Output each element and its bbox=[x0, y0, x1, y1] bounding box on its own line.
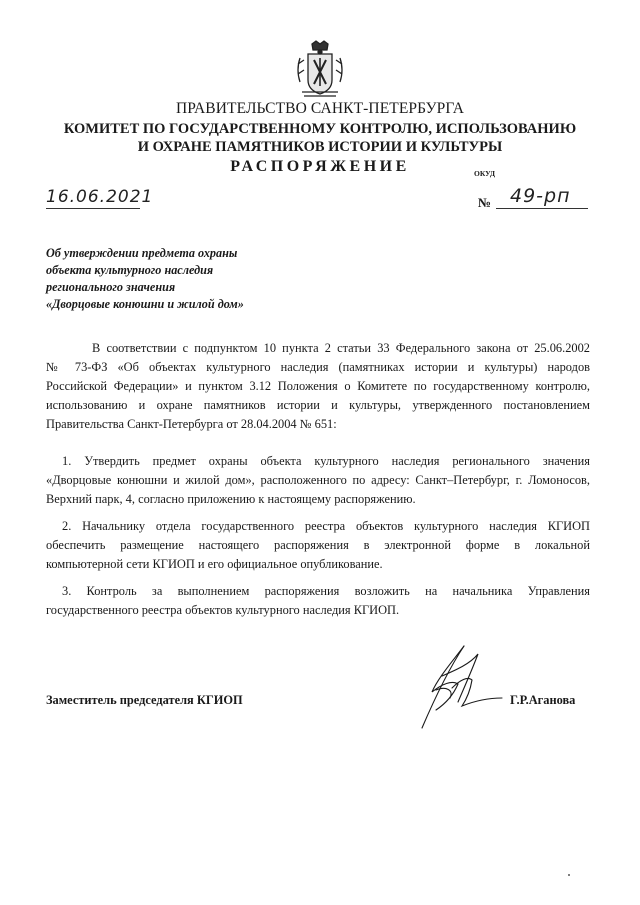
signatory-title: Заместитель председателя КГИОП bbox=[46, 693, 243, 707]
item-3-paragraph bbox=[46, 582, 590, 620]
page-mark bbox=[568, 874, 570, 876]
committee-name-line1: КОМИТЕТ ПО ГОСУДАРСТВЕННОМУ КОНТРОЛЮ, ИСПОЛЬЗОВАНИЮ bbox=[63, 121, 577, 137]
committee-name-line2: И ОХРАНЕ ПАМЯТНИКОВ ИСТОРИИ И КУЛЬТУРЫ bbox=[137, 139, 503, 155]
document-type: РАСПОРЯЖЕНИЕ bbox=[230, 158, 410, 175]
date-underline bbox=[46, 208, 140, 209]
paragraph-line: «Дворцовые конюшни и жилой дом», расположенного по адресу: Санкт–Петербург, г. Ломоносов, bbox=[46, 473, 590, 487]
subject-line: объекта культурного наследия bbox=[46, 263, 214, 277]
item-2-paragraph bbox=[46, 517, 590, 574]
paragraph-line: 2. Начальнику отдела государственного реестра объектов культурного наследия КГИОП bbox=[62, 519, 590, 533]
preamble-paragraph bbox=[46, 339, 590, 434]
document-subject bbox=[46, 245, 244, 313]
signatory-name: Г.Р.Аганова bbox=[510, 693, 576, 707]
paragraph-line: использованию и охране памятников истории и культуры, утвержденного постановлением bbox=[46, 398, 590, 412]
subject-line: регионального значения bbox=[46, 280, 176, 294]
paragraph-line: 3. Контроль за выполнением распоряжения возложить на начальника Управления bbox=[62, 584, 590, 598]
government-name: ПРАВИТЕЛЬСТВО САНКТ-ПЕТЕРБУРГА bbox=[175, 100, 465, 117]
paragraph-line: Российской Федерации» и пунктом 3.12 Положения о Комитете по государственному контролю, bbox=[46, 379, 590, 393]
document-date: 16.06.2021 bbox=[46, 187, 154, 207]
handwritten-signature-icon bbox=[412, 640, 504, 732]
okud-label: ОКУД bbox=[474, 169, 496, 178]
paragraph-line: Верхний парк, 4, согласно приложению к настоящему распоряжению. bbox=[46, 492, 416, 506]
subject-line: «Дворцовые конюшни и жилой дом» bbox=[46, 297, 244, 311]
subject-line: Об утверждении предмета охраны bbox=[46, 246, 238, 260]
document-number: 49-рп bbox=[510, 185, 571, 207]
paragraph-line: обеспечить размещение настоящего распоряжения в электронной форме в локальной bbox=[46, 538, 590, 552]
item-1-paragraph bbox=[46, 452, 590, 509]
number-underline bbox=[496, 208, 588, 209]
paragraph-line: Правительства Санкт-Петербурга от 28.04.2004 № 651: bbox=[46, 417, 337, 431]
paragraph-line: государственного реестра объектов культурного наследия КГИОП. bbox=[46, 603, 400, 617]
paragraph-line: В соответствии с подпунктом 10 пункта 2 статьи 33 Федерального закона от 25.06.2002 bbox=[92, 341, 590, 355]
paragraph-line: 1. Утвердить предмет охраны объекта культурного наследия регионального значения bbox=[62, 454, 590, 468]
number-label: № bbox=[478, 195, 492, 210]
paragraph-line: № 73-ФЗ «Об объектах культурного наследия (памятниках истории и культуры) народов bbox=[46, 360, 590, 374]
paragraph-line: компьютерной сети КГИОП и его официальное опубликование. bbox=[46, 557, 383, 571]
coat-of-arms-icon bbox=[294, 40, 346, 100]
